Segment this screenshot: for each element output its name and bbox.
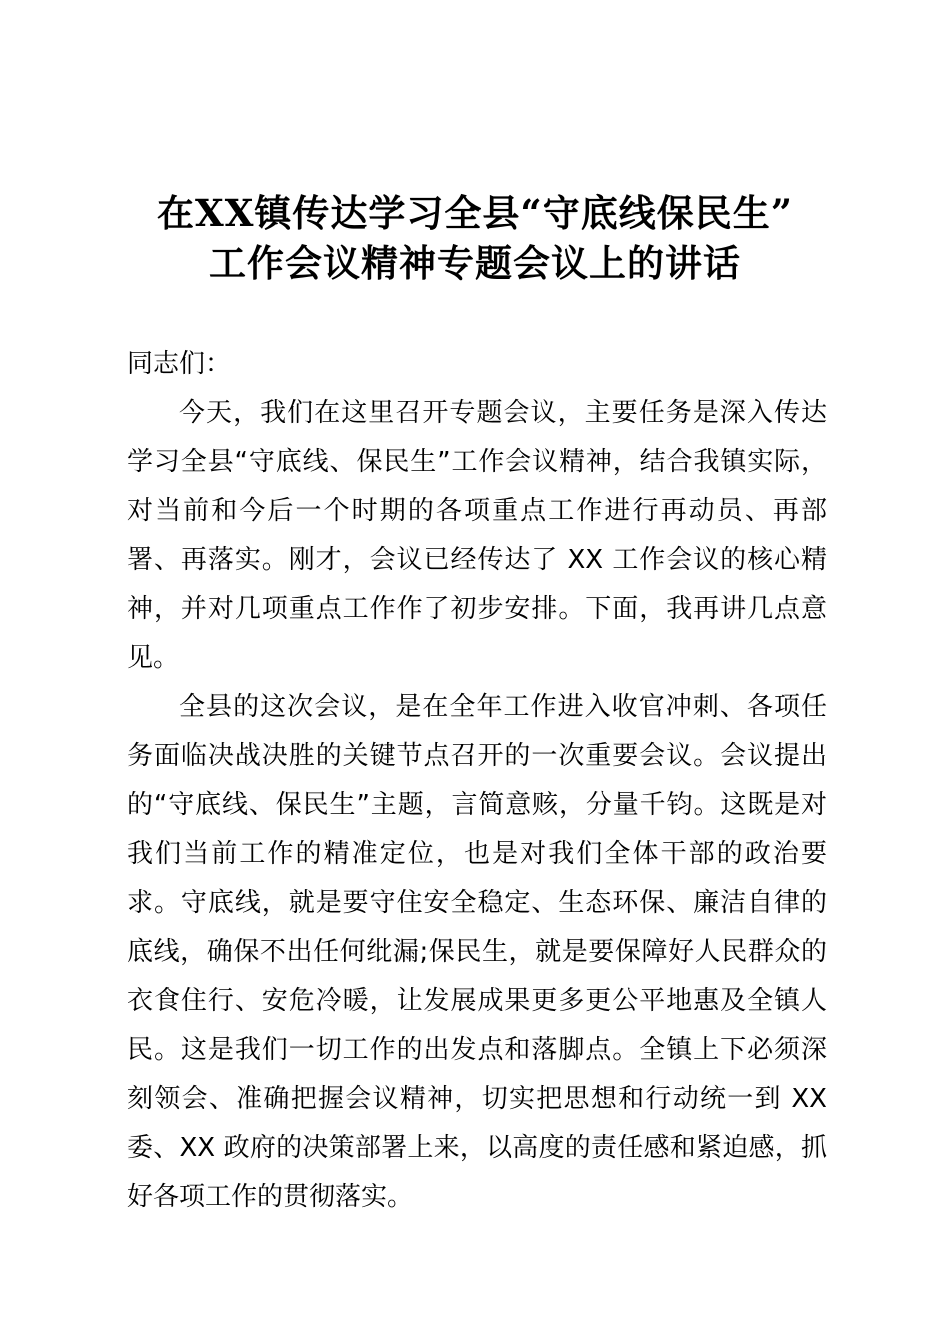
title-line-1: 在XX镇传达学习全县“守底线保民生” (157, 191, 793, 235)
paragraph-1: 今天，我们在这里召开专题会议，主要任务是深入传达学习全县“守底线、保民生”工作会议精神，结合我镇实际，对当前和今后一个时期的各项重点工作进行再动员、再部署、再落实。刚才，会议已经传达了 XX 工作会议的核心精神，并对几项重点工作作了初步安排。下面，我再讲几点意见。 (127, 398, 827, 673)
paragraph-2: 全县的这次会议，是在全年工作进入收官冲刺、各项任务面临决战决胜的关键节点召开的一次重要会议。会议提出的“守底线、保民生”主题，言简意赅，分量千钧。这既是对我们当前工作的精准定位，也是对我们全体干部的政治要求。守底线，就是要守住安全稳定、生态环保、廉洁自律的底线，确保不出任何纰漏;保民生，就是要保障好人民群众的衣食住行、安危冷暖，让发展成果更多更公平地惠及全镇人民。这是我们一切工作的出发点和落脚点。全镇上下必须深刻领会、准确把握会议精神，切实把思想和行动统一到 XX 委、XX 政府的决策部署上来，以高度的责任感和紧迫感，抓好各项工作的贯彻落实。 (127, 692, 827, 1212)
title-line-2: 工作会议精神专题会议上的讲话 (209, 241, 741, 285)
salutation: 同志们： (127, 349, 232, 379)
document-title (60, 188, 890, 288)
document-body (127, 340, 827, 1222)
